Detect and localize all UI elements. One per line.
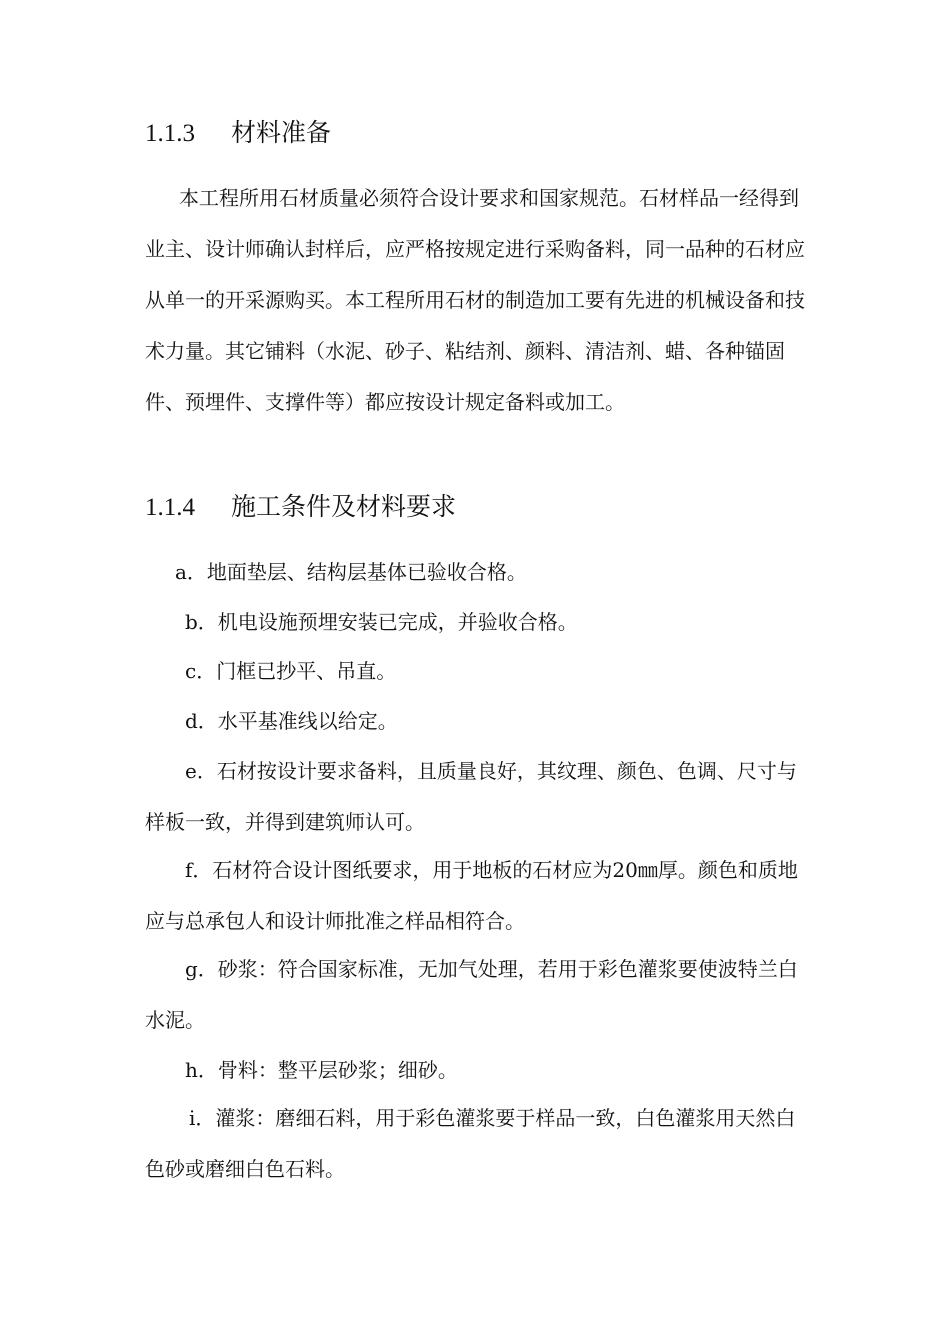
list-item-i: i．灌浆：磨细石料，用于彩色灌浆要于样品一致，白色灌浆用天然白色砂或磨细白色石料。: [145, 1106, 796, 1181]
list-item-h: h．骨料：整平层砂浆；细砂。: [185, 1058, 458, 1082]
list-item-e: e．石材按设计要求备料，且质量良好，其纹理、颜色、色调、尺寸与样板一致，并得到建筑师认可。: [145, 759, 797, 834]
list-item-b: b．机电设施预埋安装已完成，并验收合格。: [185, 610, 578, 634]
section-number: 1.1.3: [145, 120, 195, 147]
section-title: 施工条件及材料要求: [231, 492, 457, 521]
list-item-c: c．门框已抄平、吊直。: [185, 659, 397, 683]
list-item-f: f．石材符合设计图纸要求，用于地板的石材应为20㎜厚。颜色和质地应与总承包人和设计师批准之样品相符合。: [145, 858, 798, 933]
list-item-d: d．水平基准线以给定。: [185, 709, 398, 733]
list-item-g: g．砂浆：符合国家标准，无加气处理，若用于彩色灌浆要使波特兰白水泥。: [145, 957, 798, 1032]
materials-paragraph: 本工程所用石材质量必须符合设计要求和国家规范。石材样品一经得到业主、设计师确认封样后，应严格按规定进行采购备料，同一品种的石材应从单一的开采源购买。本工程所用石材的制造加工要有先进的机械设备和技术力量。其它铺料（水泥、砂子、粘结剂、颜料、清洁剂、蜡、各种锚固件、预埋件、支撑件等）都应按设计规定备料或加工。: [145, 186, 805, 414]
list-item-a: a．地面垫层、结构层基体已验收合格。: [175, 560, 527, 584]
section-title: 材料准备: [231, 118, 332, 147]
section-number: 1.1.4: [145, 494, 195, 521]
section-heading-1-1-3: [145, 118, 331, 149]
section-heading-1-1-4: [145, 492, 456, 523]
